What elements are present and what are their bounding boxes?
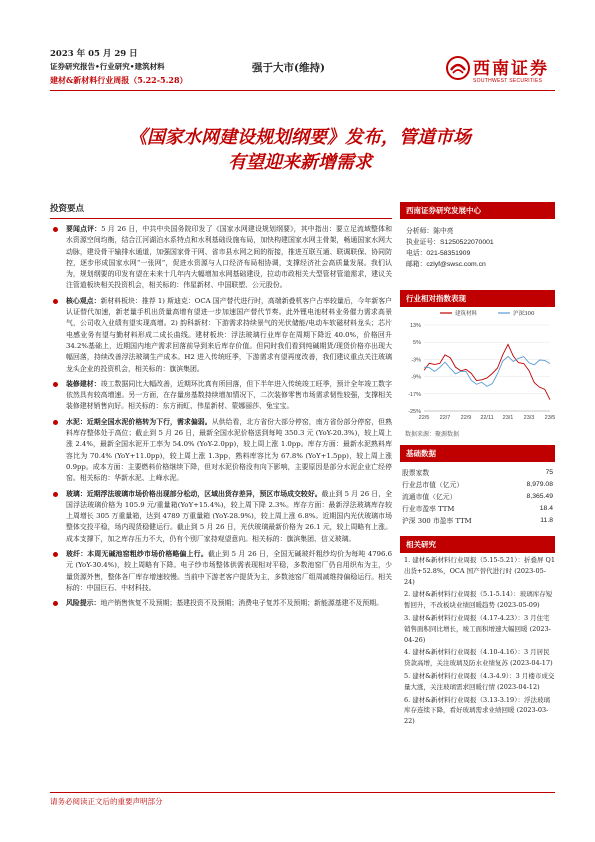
email-label: 邮箱： bbox=[406, 260, 427, 268]
basic-data-heading: 基础数据 bbox=[400, 445, 555, 462]
series-line-0 bbox=[424, 344, 550, 399]
performance-chart bbox=[400, 307, 555, 427]
bullet-icon bbox=[53, 420, 58, 425]
related-research-item[interactable]: 5. 建材&新材料行业周报（4.3-4.9）：3 月楼市成交量大涨，关注玻璃需求回暖行情 (2023-04-12) bbox=[404, 671, 555, 691]
bullet-icon bbox=[53, 227, 58, 232]
bullet-icon bbox=[53, 382, 58, 387]
logo-name-cn: 西南证券 bbox=[473, 59, 549, 79]
title-line-2: 有望迎来新增需求 bbox=[228, 152, 372, 173]
investment-summary bbox=[50, 202, 392, 614]
x-tick-label: 23/3 bbox=[523, 415, 535, 421]
section-heading-investment: 投资要点 bbox=[50, 204, 85, 214]
report-type: 证券研究报告•行业研究•建筑材料 bbox=[50, 62, 165, 71]
x-tick-label: 22/9 bbox=[460, 415, 472, 421]
basic-data-label: 股票家数 bbox=[402, 469, 430, 477]
basic-data-value: 8,979.08 bbox=[526, 480, 553, 488]
series-line-1 bbox=[424, 356, 550, 386]
paragraph-text: 从供给看，北方省份大部分停窑，南方省份部分停窑，但熟料库存整体处于高位；截止到 5 月 26 日，最新全国水泥价格送到每吨 350.3 元 (YoY-20.3%)，较上周上涨 2.4%，最新全国水泥开工率为 54.0% (YoY-2.0pp)，较上周上涨 1.0pp。库存方面：最新水泥熟料库容比为 70.4% (YoY+11.0pp)，较上周上涨 1.3pp，熟料库容比为 67.8% (YoY+1.5pp)，较上周上涨 0.9pp。成本方面：主要燃料价格继续下降，但对水泥价格没有向下影响，主要原因是部分水泥企业亡经停窑。相关标的：华新水泥、上峰水泥。 bbox=[66, 417, 393, 483]
paragraph-lead: 玻纤：本周无碱池窑粗纱市场价格略偏上行。 bbox=[66, 550, 208, 559]
y-tick-label: -25% bbox=[408, 409, 421, 415]
legend-label: 沪深300 bbox=[513, 311, 535, 317]
company-logo bbox=[446, 54, 556, 90]
report-title bbox=[60, 125, 540, 175]
paragraph-text: 竣工数据同比大幅改善，近期环比真有所回落，但下半年进入传统竣工旺季，预计全年竣工数字依然具有较高增速。另一方面，在存量房基数持续增加情况下，二次装修零售市场需求韧性较强，支撑相关装修建材销售向好。相关标的：东方雨虹、伟星新材、蒙娜丽莎、兔宝宝。 bbox=[66, 379, 392, 411]
x-tick-label: 22/11 bbox=[480, 415, 494, 421]
related-research-item[interactable]: 4. 建材&新材料行业周报（4.10-4.16）：3 月居民贷款高增，关注玻璃及防水业绩复苏 (2023-04-17) bbox=[404, 648, 553, 668]
paragraph-lead: 核心观点： bbox=[66, 296, 101, 305]
y-tick-label: 5% bbox=[413, 340, 421, 347]
phone-number: 021-58351909 bbox=[426, 250, 471, 257]
summary-paragraph bbox=[50, 598, 392, 609]
analyst-info bbox=[400, 219, 555, 270]
analyst-name: 陈中亮 bbox=[433, 227, 454, 235]
bullet-icon bbox=[53, 552, 58, 557]
basic-data-row bbox=[400, 490, 555, 502]
summary-paragraph bbox=[50, 549, 392, 594]
y-tick-label: -9% bbox=[411, 374, 421, 381]
logo-mark-icon bbox=[446, 56, 470, 80]
research-team-heading: 西南证券研究发展中心 bbox=[400, 202, 555, 219]
paragraph-text: 地产销售恢复不及预期；基建投资不及预期；消费电子复苏不及预期；新能源基建不及预期。 bbox=[100, 599, 383, 608]
chart-source: 数据来源：聚源数据 bbox=[405, 431, 460, 438]
summary-paragraph bbox=[50, 296, 392, 375]
rating: 强于大市(维持) bbox=[252, 62, 325, 74]
x-tick-label: 22/7 bbox=[439, 415, 451, 421]
paragraph-text: 新材料板块：推荐 1) 斯迪克：OCA 国产替代进行时，高端新叠机客户占率较量后，今年新客户认证替代加速，新老量手机出货量高增有望进一步加速国产替代节奏。此外锂电池材料业务催力需求高景气，公司收入业绩有望实现高增。2) 韵科新材：下游需求持续景气的光伏储能/电动车软磁材料龙头；芯片电感业务有望与勤材料形成二成长曲线。建材板块：浮法玻璃行业库存在周期下降近 40.0%，价格回升 34.2%基础上，近期国内地产需求回落前导到来后库存价值。但同时我们看到纯碱期货/现货价格亦出现大幅回落，持续改善浮法玻璃生产成本。H2 进入传统旺季，下游需求有望再度改善，我们建议重点关注玻璃龙头企业的投资机会，相关标的：旗滨集团。 bbox=[66, 296, 393, 373]
report-date: 2023 年 05 月 29 日 bbox=[50, 49, 138, 59]
basic-data-row bbox=[400, 502, 555, 514]
bullet-icon bbox=[53, 492, 58, 497]
paragraph-lead: 水泥：近期全国水泥价格转为下行，需求偏弱。 bbox=[66, 417, 212, 426]
basic-data-label: 行业市盈率 TTM bbox=[402, 505, 455, 513]
basic-data-value: 11.8 bbox=[540, 516, 553, 524]
analyst-label: 分析师： bbox=[406, 227, 434, 235]
related-research-item[interactable]: 3. 建材&新材料行业周报（4.17-4.23）：3 月住宅销售面积同比增长，竣工面积增速大幅回暖 (2023-04-26) bbox=[404, 613, 551, 644]
performance-chart-svg bbox=[400, 307, 555, 427]
phone-label: 电话： bbox=[406, 249, 427, 257]
logo-name-en: SOUTHWEST SECURITIES bbox=[473, 78, 543, 84]
related-research-heading: 相关研究 bbox=[400, 536, 555, 553]
summary-paragraph bbox=[50, 379, 392, 413]
bullet-icon bbox=[53, 601, 58, 606]
section-divider bbox=[50, 218, 392, 219]
paragraph-text: 截止到 5 月 26 日，全国浮法玻璃价格为 105.9 元/重量箱(YoY+15.4%)，较上周下降 2.3%。库存方面：最新浮法玻璃库存较上周增长 305 万重量箱，达到 4789 万重量箱 (YoY-28.9%)，较上周上涨 6.8%。近期国内光伏玻璃市场整体交投平稳，场内现货稳健运行。截止到 5 月 26 日，光伏玻璃最新价格为 26.1 元，较上周略有上涨。成本支撑下，加之库存压力不大，仍有个别厂家持观望意向。相关标的：旗滨集团、信义玻璃。 bbox=[66, 489, 392, 543]
legend-label: 建筑材料 bbox=[455, 311, 478, 317]
related-research-item[interactable]: 1. 建材&新材料行业周报（5.15-5.21）：折叠屏 Q1 出货+52.8%，OCA 国产替代进行时 (2023-05-24) bbox=[404, 556, 555, 586]
basic-data-table bbox=[400, 466, 555, 526]
basic-data-label: 沪深 300 市盈率 TTM bbox=[402, 517, 472, 525]
footer-divider bbox=[50, 792, 555, 793]
summary-paragraph bbox=[50, 417, 392, 485]
y-tick-label: -17% bbox=[408, 391, 421, 398]
footer-disclaimer: 请务必阅读正文后的重要声明部分 bbox=[50, 797, 163, 806]
paragraph-lead: 装修建材： bbox=[66, 379, 101, 388]
paragraph-lead: 玻璃：近期浮法玻璃市场价格出现部分松动，区域出货存差异，预区市场成交较好。 bbox=[66, 489, 322, 498]
cert-label: 执业证号： bbox=[406, 238, 440, 246]
performance-heading: 行业相对指数表现 bbox=[400, 290, 555, 307]
basic-data-row bbox=[400, 466, 555, 478]
y-tick-label: -3% bbox=[411, 357, 421, 364]
x-tick-label: 23/1 bbox=[502, 415, 514, 421]
summary-paragraph bbox=[50, 489, 392, 545]
email-link[interactable]: czlyf@swsc.com.cn bbox=[426, 261, 486, 268]
title-line-1: 《国家水网建设规划纲要》发布，管道市场 bbox=[129, 127, 471, 148]
paragraph-text: 截止到 5 月 26 日，全国无碱玻纤粗纱均价为每吨 4796.6 元 (YoY-30.4%)，较上周略有下降。电子纱市场整体供需表现相对平稳，多数池窑厂仍自用织布为主，少量货源外售，整体各厂库存增速较慢。当前中下游老客户提货为主，多数池窑厂组周减维持偏稳运行。相关标的：中国巨石、中材科技。 bbox=[66, 550, 393, 592]
basic-data-row bbox=[400, 514, 555, 526]
related-research-item[interactable]: 6. 建材&新材料行业周报（3.13-3.19）：浮法玻璃库存连续下降，看好玻璃需求业绩回暖 (2023-03-22) bbox=[404, 695, 550, 726]
basic-data-value: 18.4 bbox=[539, 504, 553, 512]
basic-data-value: 8,365.49 bbox=[526, 492, 553, 500]
paragraph-lead: 要闻点评： bbox=[66, 225, 102, 233]
related-research-item[interactable]: 2. 建材&新材料行业周报（5.1-5.14）：玻璃库存短暂回升，不改板块业绩回暖趋势 (2023-05-09) bbox=[404, 590, 553, 610]
basic-data-value: 75 bbox=[545, 468, 553, 476]
x-tick-label: 23/5 bbox=[544, 415, 555, 421]
paragraph-lead: 风险提示： bbox=[66, 599, 101, 608]
basic-data-label: 行业总市值（亿元） bbox=[402, 481, 464, 489]
summary-paragraph bbox=[50, 224, 392, 292]
basic-data-row bbox=[400, 478, 555, 490]
sidebar bbox=[400, 202, 555, 727]
bullet-icon bbox=[53, 299, 58, 304]
cert-number: S1250522070001 bbox=[439, 239, 494, 246]
report-subtitle: 建材&新材料行业周报（5.22-5.28） bbox=[50, 75, 188, 85]
paragraph-text: 5 月 26 日，中共中央国务院印发了《国家水网建设规划纲要》，其中指出：要立足流域整体和水资源空间均衡，结合江河湖泊水系特点和水利基础设施布局，加快构建国家水网主骨架，畅通国家水网大动脉，建设骨干输排水通道，加强国家骨干网、省市县水网之间的衔接，推进互联互通、联调联保、协同防控，逐步形成国家水网“一张网”，促进水资源与人口经济布局相协调，支撑经济社会高质量发展。我们认为，规划纲要的印发有望在未来十几年内大幅增加水网基础建设，拉动市政相关大型管材管道需求，建议关注管道板块相关投资机会，相关标的：伟星新材、中国联塑、公元股份。 bbox=[66, 225, 392, 290]
x-tick-label: 22/5 bbox=[418, 415, 430, 421]
header-divider bbox=[50, 90, 555, 91]
y-tick-label: 13% bbox=[409, 323, 421, 329]
basic-data-label: 流通市值（亿元） bbox=[402, 493, 457, 501]
